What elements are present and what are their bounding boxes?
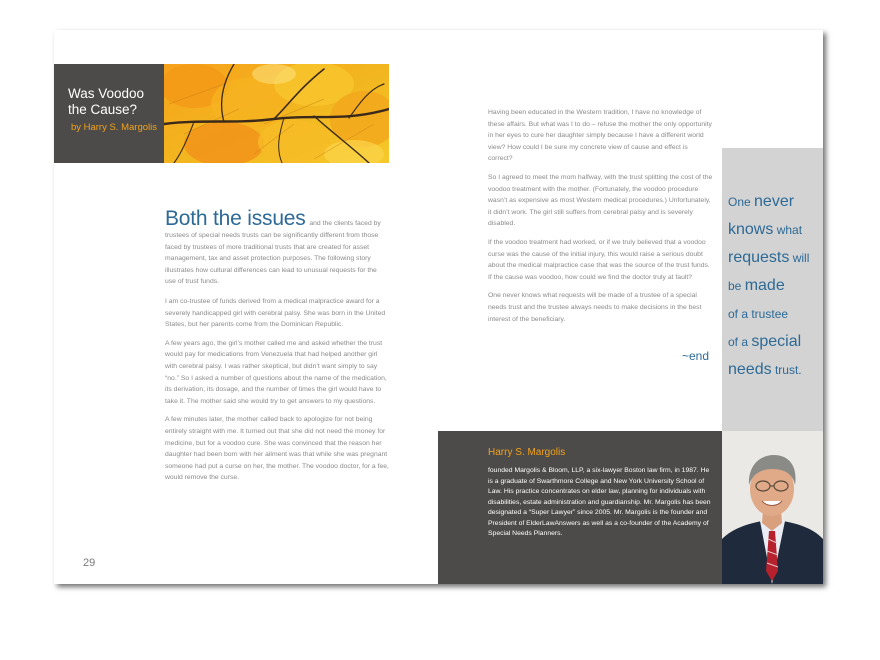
pull-quote <box>728 188 823 384</box>
paragraph: A few years ago, the girl’s mother called me and asked whether the trust would pay for medications from Venezuela that had helped another girl with cerebral palsy. I was rather skeptical, but didn’t want simply to say “no.” So I asked a number of questions about the name of the medication, its derivation, its dosage, and the number of times the girl would have to take it. The mother said she would try to get answers to my questions. <box>165 339 387 405</box>
quote-word-emphasis: special <box>751 333 802 350</box>
lead-drop-words: Both the issues <box>165 207 306 230</box>
article-title: Was Voodoo the Cause? <box>68 86 145 117</box>
lead-paragraph <box>165 208 389 288</box>
paragraph: One never knows what requests will be made of a trustee of a special needs trust and the trustee always needs to make decisions in the best interest of the beneficiary. <box>488 292 702 323</box>
quote-word: One <box>728 195 751 209</box>
paragraph: If the voodoo treatment had worked, or if we truly believed that a voodoo curse was the cause of the initial injury, this would raise a serious doubt about the medical malpractice case that was the source of the trust funds. If the cause was voodoo, how could we find the doctor truly at fault? <box>488 238 710 281</box>
quote-word-emphasis: never <box>754 193 795 210</box>
quote-word: what <box>776 223 803 237</box>
quote-word-emphasis: requests <box>728 249 790 266</box>
author-portrait-photo <box>722 431 823 584</box>
quote-word-emphasis: knows <box>728 221 774 238</box>
quote-word: will <box>792 251 810 265</box>
end-mark: ~end <box>682 349 710 363</box>
quote-word: of a trustee <box>728 307 789 321</box>
paragraph: A few minutes later, the mother called back to apologize for not being entirely straight with me. It turned out that she did not need the money for medicine, but for a voodoo cure. She was convinced that the reason her daughter had been born with her ailment was that while she was pregnant someone had put a curse on her, the mother. The voodoo doctor, for a fee, would remove the curse. <box>165 416 389 482</box>
author-name: Harry S. Margolis <box>488 447 566 458</box>
page-number: 29 <box>83 557 96 569</box>
autumn-leaves-photo <box>164 64 389 163</box>
quote-word: of a <box>728 335 749 349</box>
author-bio-text: founded Margolis & Bloom, LLP, a six-lawyer Boston law firm, in 1987. He is a graduate of Swarthmore College and New York University School of Law. His practice concentrates on elder law, planning for individuals with disabilities, estate administration and guardianship. Mr. Margolis has been designated a “Super Lawyer” since 2005. Mr. Margolis is the founder and President of ElderLawAnswers as well as a co-founder of the Academy of Special Needs Planners. <box>488 467 711 537</box>
magazine-spread <box>54 30 823 584</box>
author-bio-box <box>438 431 722 584</box>
article-column-1 <box>165 208 389 491</box>
quote-word-emphasis: made <box>744 277 785 294</box>
lead-paragraph-text: and the clients faced by trustees of special needs trusts can be significantly different from those faced by trustees of more traditional trusts that are created for asset management, tax and asset protection purposes. The following story illustrates how cultural differences can lead to unusual requests for the use of trust funds. <box>165 220 381 286</box>
paragraph: I am co-trustee of funds derived from a medical malpractice award for a severely handicapped girl with cerebral palsy. She was born in the United States, but her parents come from the Dominican Republic. <box>165 297 386 329</box>
paragraph: Having been educated in the Western tradition, I have no knowledge of these affairs. But what was I to do – refuse the mother the only opportunity in her eyes to cure her daughter simply because I have a different world view? How could I be sure my concrete view of cause and effect is correct? <box>488 109 712 163</box>
pull-quote-box <box>722 148 823 431</box>
quote-word: trust. <box>774 363 802 377</box>
quote-word-emphasis: needs <box>728 361 772 378</box>
paragraph: So I agreed to meet the mom halfway, with the trust splitting the cost of the voodoo treatment with the mother. (Fortunately, the voodoo procedure wasn’t as expensive as most Western medical procedures.) Unfortunately, it didn’t work. The girl still suffers from cerebral palsy and is severely disabled. <box>488 173 713 228</box>
title-box <box>54 64 164 163</box>
article-column-2 <box>488 107 714 332</box>
article-byline: by Harry S. Margolis <box>70 122 157 133</box>
quote-word: be <box>728 279 742 293</box>
